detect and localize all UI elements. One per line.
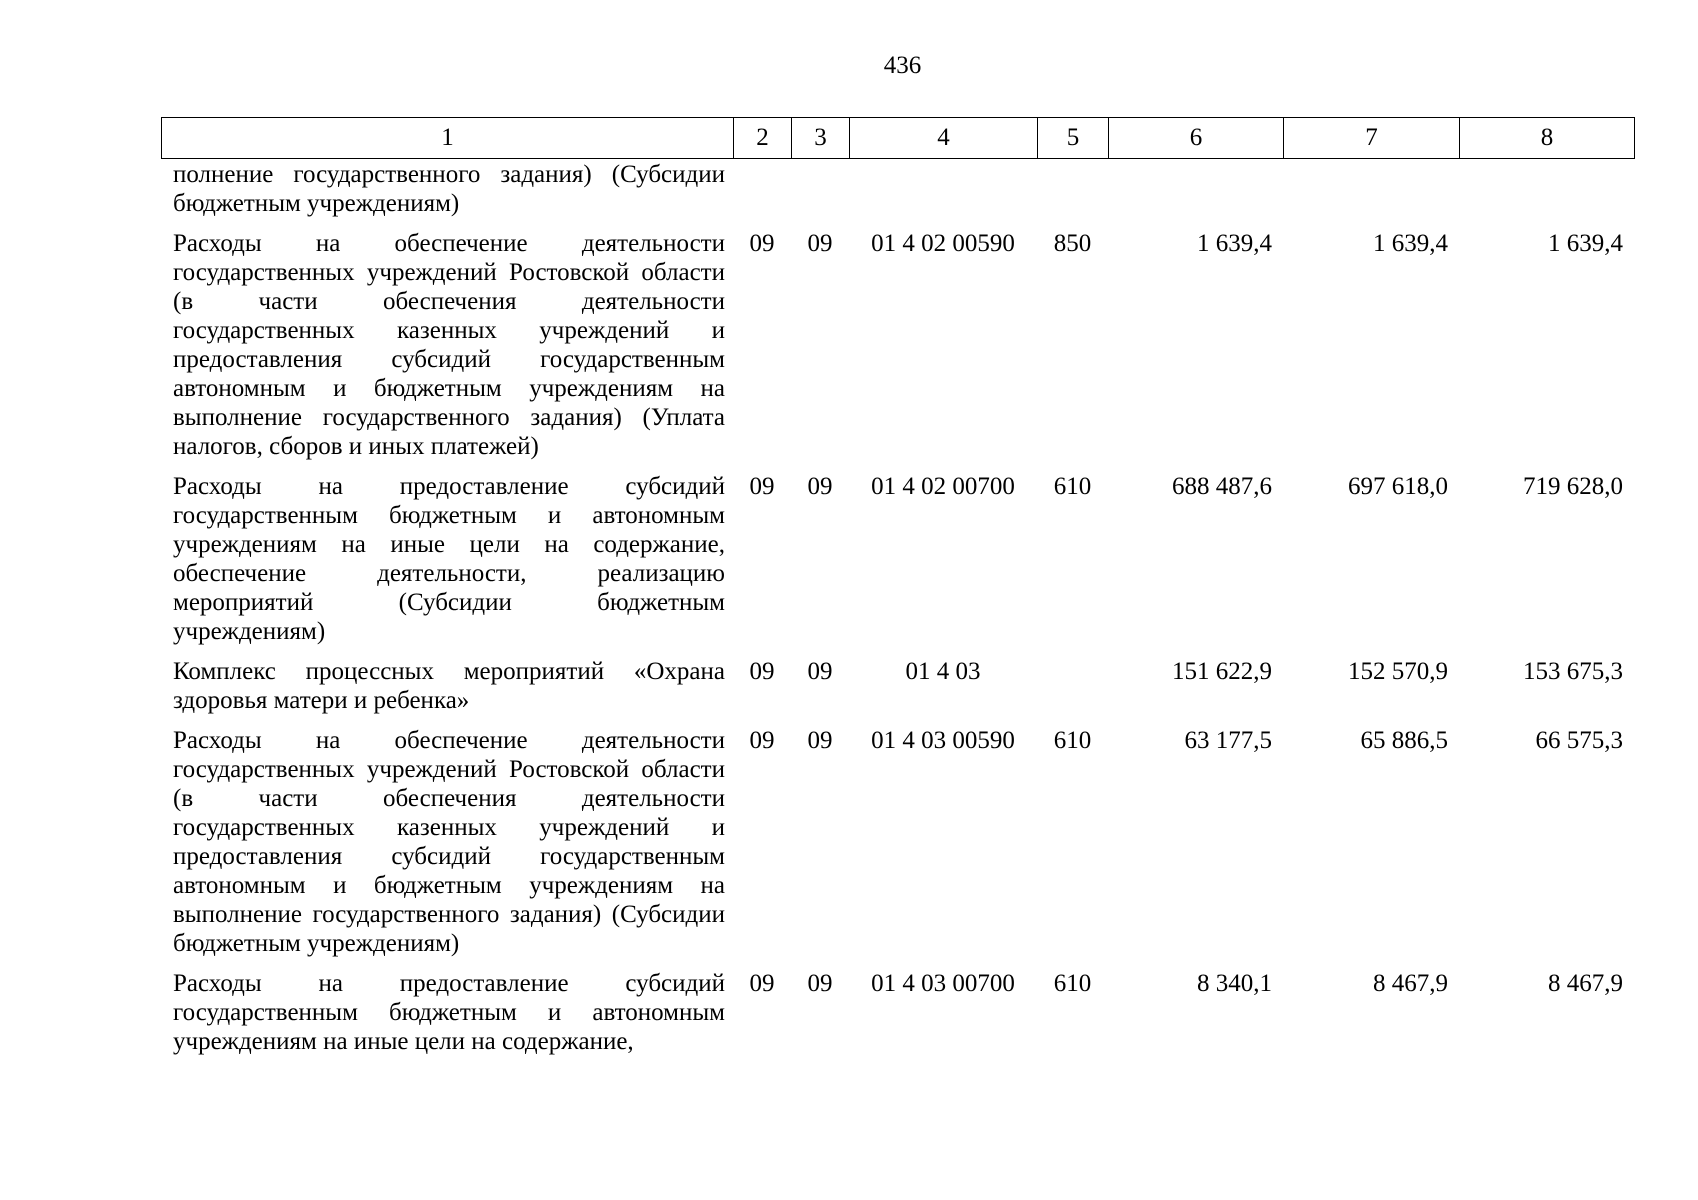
row-amount-year-3: 719 628,0 <box>1523 473 1623 500</box>
row-expense-type <box>1037 160 1108 229</box>
row-section: 09 <box>749 658 775 685</box>
row-amount-year-1: 63 177,5 <box>1184 727 1272 754</box>
row-amount-year-1: 1 639,4 <box>1197 230 1272 257</box>
row-name: Расходы на обеспечение деятельности государственных учреждений Ростовской области (в части обеспечения деятельности государственных казенных учреждений и предоставления субсидий государственным автономным и бюджетным учреждениям на выполнение государственного задания) (Субсидии бюджетным учреждениям) <box>173 727 725 957</box>
table-row <box>161 657 1634 726</box>
row-subsection: 09 <box>807 230 833 257</box>
table-row <box>161 160 1634 229</box>
row-amount-year-3: 153 675,3 <box>1523 658 1623 685</box>
row-amount-year-2: 65 886,5 <box>1360 727 1448 754</box>
row-subsection: 09 <box>807 727 833 754</box>
row-amount-year-1 <box>1108 160 1283 229</box>
row-amount-year-2: 697 618,0 <box>1348 473 1448 500</box>
row-expense-type <box>1037 657 1108 726</box>
row-section <box>733 160 791 229</box>
header-col-3: 3 <box>792 118 850 159</box>
header-col-8: 8 <box>1460 118 1635 159</box>
row-section: 09 <box>749 727 775 754</box>
row-subsection: 09 <box>807 473 833 500</box>
row-target-code <box>849 160 1037 229</box>
row-name: Расходы на предоставление субсидий государственным бюджетным и автономным учреждениям на иные цели на содержание, <box>173 970 725 1055</box>
row-name: Расходы на предоставление субсидий государственным бюджетным и автономным учреждениям на иные цели на содержание, обеспечение деятельности, реализацию мероприятий (Субсидии бюджетным учреждениям) <box>173 473 725 645</box>
row-expense-type: 610 <box>1053 970 1092 997</box>
row-subsection: 09 <box>807 658 833 685</box>
page-number: 436 <box>883 52 922 79</box>
table-row <box>161 726 1634 969</box>
row-target-code: 01 4 03 00590 <box>871 727 1015 754</box>
row-name: Расходы на обеспечение деятельности государственных учреждений Ростовской области (в части обеспечения деятельности государственных казенных учреждений и предоставления субсидий государственным автономным и бюджетным учреждениям на выполнение государственного задания) (Уплата налогов, сборов и иных платежей) <box>173 230 725 460</box>
row-amount-year-3: 1 639,4 <box>1548 230 1623 257</box>
header-col-7: 7 <box>1284 118 1460 159</box>
row-section: 09 <box>749 230 775 257</box>
table-body <box>161 160 1634 1067</box>
row-target-code: 01 4 03 00700 <box>871 970 1015 997</box>
row-amount-year-3: 66 575,3 <box>1535 727 1623 754</box>
row-target-code: 01 4 02 00590 <box>871 230 1015 257</box>
row-section: 09 <box>749 473 775 500</box>
table-row <box>161 229 1634 472</box>
table-header <box>161 117 1635 159</box>
header-col-2: 2 <box>734 118 792 159</box>
row-amount-year-1: 151 622,9 <box>1172 658 1272 685</box>
row-amount-year-2: 152 570,9 <box>1348 658 1448 685</box>
table-row <box>161 472 1634 657</box>
row-section: 09 <box>749 970 775 997</box>
header-col-4: 4 <box>850 118 1038 159</box>
row-subsection <box>791 160 849 229</box>
row-amount-year-2: 8 467,9 <box>1373 970 1448 997</box>
row-amount-year-3: 8 467,9 <box>1548 970 1623 997</box>
row-amount-year-1: 8 340,1 <box>1197 970 1272 997</box>
row-amount-year-2 <box>1283 160 1459 229</box>
row-amount-year-3 <box>1459 160 1634 229</box>
row-target-code: 01 4 02 00700 <box>871 473 1015 500</box>
header-col-1: 1 <box>162 118 734 159</box>
header-col-5: 5 <box>1038 118 1109 159</box>
row-name: полнение государственного задания) (Субсидии бюджетным учреждениям) <box>173 161 725 217</box>
row-expense-type: 850 <box>1053 230 1092 257</box>
row-amount-year-2: 1 639,4 <box>1373 230 1448 257</box>
row-expense-type: 610 <box>1053 473 1092 500</box>
table-row <box>161 969 1634 1067</box>
row-amount-year-1: 688 487,6 <box>1172 473 1272 500</box>
row-expense-type: 610 <box>1053 727 1092 754</box>
row-subsection: 09 <box>807 970 833 997</box>
row-name: Комплекс процессных мероприятий «Охрана здоровья матери и ребенка» <box>173 658 725 714</box>
header-col-6: 6 <box>1109 118 1284 159</box>
row-target-code: 01 4 03 <box>905 658 981 685</box>
